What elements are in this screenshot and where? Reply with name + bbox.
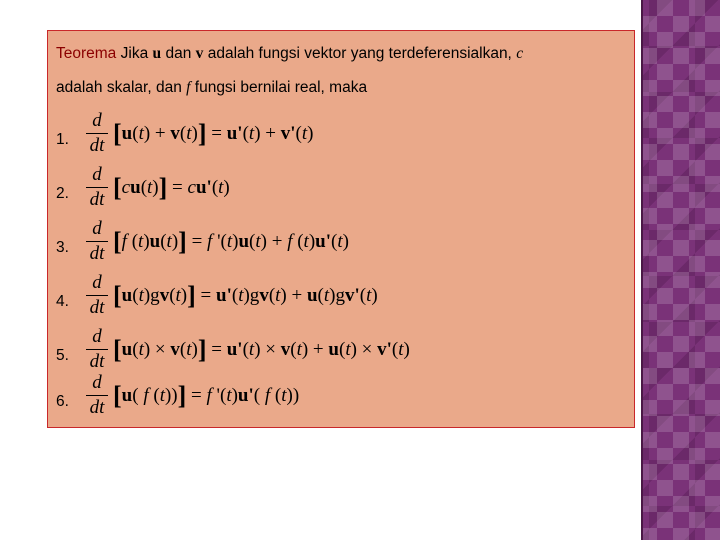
intro-text-3: adalah fungsi vektor yang terdeferensialkan, bbox=[207, 45, 512, 62]
rule-number: 6. bbox=[56, 393, 69, 410]
theorem-intro-line-1 bbox=[56, 45, 523, 63]
rule-number: 4. bbox=[56, 293, 69, 310]
derivative-numerator: d bbox=[86, 273, 108, 296]
derivative-denominator: dt bbox=[89, 297, 105, 318]
rule-formula: [u(t)gv(t)] = u'(t)gv(t) + u(t)gv'(t) bbox=[113, 281, 378, 310]
derivative-operator bbox=[86, 373, 108, 418]
rule-number: 3. bbox=[56, 239, 69, 256]
derivative-denominator: dt bbox=[89, 135, 105, 156]
intro-text-5: fungsi bernilai real, maka bbox=[194, 79, 368, 96]
function-f-symbol: f bbox=[186, 79, 191, 96]
derivative-numerator: d bbox=[86, 373, 108, 396]
rule-number: 1. bbox=[56, 131, 69, 148]
rule-item-5 bbox=[56, 327, 616, 379]
derivative-operator bbox=[86, 327, 108, 372]
derivative-numerator: d bbox=[86, 327, 108, 350]
intro-text-2: dan bbox=[165, 45, 192, 62]
rule-formula: [u(t) × v(t)] = u'(t) × v(t) + u(t) × v'(t) bbox=[113, 335, 410, 364]
derivative-operator bbox=[86, 165, 108, 210]
theorem-box bbox=[47, 30, 635, 428]
derivative-numerator: d bbox=[86, 219, 108, 242]
rule-formula: [u(t) + v(t)] = u'(t) + v'(t) bbox=[113, 119, 314, 148]
rule-item-3 bbox=[56, 219, 616, 271]
rule-formula: [cu(t)] = cu'(t) bbox=[113, 173, 230, 202]
vector-u-symbol: u bbox=[152, 45, 162, 62]
intro-text-1: Jika bbox=[120, 45, 149, 62]
rule-number: 2. bbox=[56, 185, 69, 202]
derivative-denominator: dt bbox=[89, 397, 105, 418]
rule-item-2 bbox=[56, 165, 616, 217]
rule-item-4 bbox=[56, 273, 616, 325]
derivative-operator bbox=[86, 219, 108, 264]
rule-formula: [f (t)u(t)] = f '(t)u(t) + f (t)u'(t) bbox=[113, 227, 349, 256]
derivative-numerator: d bbox=[86, 165, 108, 188]
derivative-numerator: d bbox=[86, 111, 108, 134]
rule-item-1 bbox=[56, 111, 616, 163]
scalar-c-symbol: c bbox=[516, 45, 524, 62]
derivative-operator bbox=[86, 273, 108, 318]
decorative-side-panel bbox=[641, 0, 720, 540]
derivative-denominator: dt bbox=[89, 243, 105, 264]
derivative-denominator: dt bbox=[89, 351, 105, 372]
theorem-intro-line-2 bbox=[56, 79, 367, 97]
rule-formula: [u( f (t))] = f '(t)u'( f (t)) bbox=[113, 381, 300, 410]
derivative-operator bbox=[86, 111, 108, 156]
theorem-label: Teorema bbox=[56, 45, 117, 62]
side-panel-divider bbox=[641, 0, 643, 540]
rule-number: 5. bbox=[56, 347, 69, 364]
vector-v-symbol: v bbox=[195, 45, 204, 62]
rule-item-6 bbox=[56, 373, 616, 425]
derivative-denominator: dt bbox=[89, 189, 105, 210]
intro-text-4: adalah skalar, dan bbox=[56, 79, 182, 96]
